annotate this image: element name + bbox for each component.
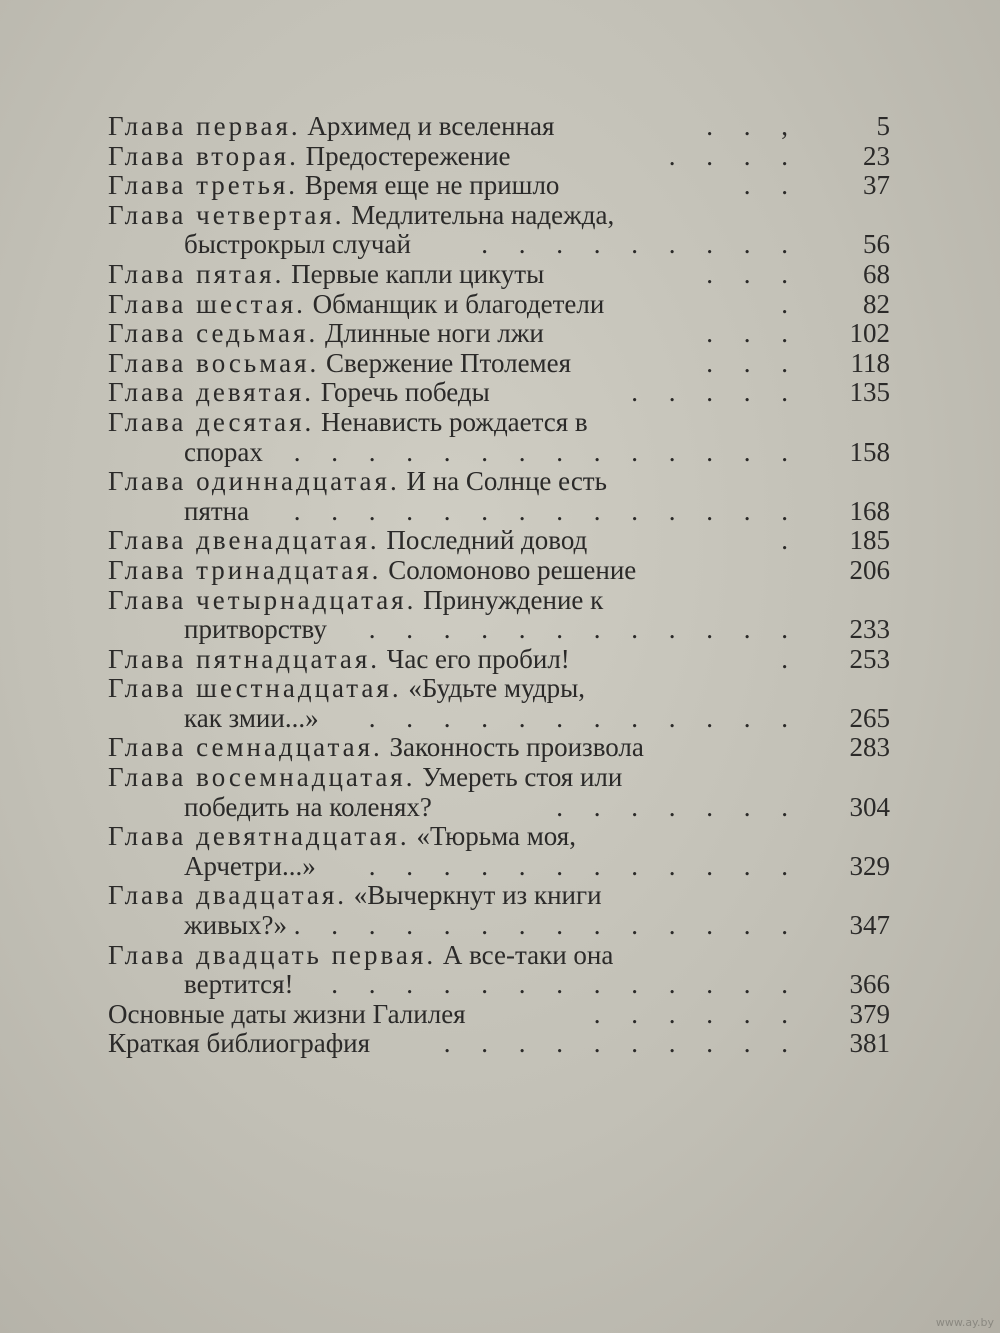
- chapter-title: Длинные ноги лжи: [318, 318, 544, 349]
- chapter-label: Глава шестая.: [108, 288, 306, 319]
- toc-entry-title: [184, 437, 263, 467]
- toc-entry-continuation: [108, 438, 890, 468]
- chapter-label: Глава одиннадцатая.: [108, 466, 400, 497]
- toc-entry-title: [184, 969, 294, 999]
- chapter-label: Глава девятнадцатая.: [108, 821, 410, 852]
- dot-leader: . . . . . . . . . . . .: [368, 614, 800, 645]
- toc-entry-continuation: [108, 230, 890, 260]
- chapter-title: притворству: [184, 614, 327, 645]
- page-number: 82: [863, 288, 890, 319]
- toc-entry-title: [108, 525, 587, 555]
- chapter-title: Основные даты жизни Галилея: [108, 998, 466, 1029]
- toc-entry-title: [108, 407, 588, 437]
- chapter-label: Глава седьмая.: [108, 318, 319, 349]
- chapter-title: Обманщик и благодетели: [305, 288, 605, 319]
- chapter-title: Горечь победы: [313, 377, 490, 408]
- toc-entry: [108, 142, 890, 172]
- chapter-title: Соломоново решение: [381, 554, 637, 585]
- toc-entry-title: [108, 821, 576, 851]
- toc-entry-line: [108, 526, 890, 556]
- toc-entry: [108, 171, 890, 201]
- chapter-title: Свержение Птолемея: [319, 347, 572, 378]
- toc-entry: [108, 674, 890, 733]
- chapter-label: Глава десятая.: [108, 406, 315, 437]
- chapter-label: Глава восемнадцатая.: [108, 762, 416, 793]
- dot-leader: . . . . . . . . . .: [443, 1028, 800, 1059]
- dot-leader: . . .: [706, 258, 800, 289]
- dot-leader: . . . .: [668, 140, 800, 171]
- page-number: 265: [849, 702, 890, 733]
- chapter-title: Последний довод: [379, 525, 588, 556]
- toc-entry-title: [108, 644, 570, 674]
- page-number: 158: [849, 436, 890, 467]
- toc-entry-title: [108, 141, 511, 171]
- dot-leader: . . . . .: [631, 377, 800, 408]
- toc-entry-title: [184, 614, 327, 644]
- page-number: 56: [863, 229, 890, 260]
- chapter-label: Глава шестнадцатая.: [108, 673, 402, 704]
- toc-entry-title: [108, 940, 613, 970]
- page-number: 379: [849, 998, 890, 1029]
- page-number: 206: [849, 554, 890, 585]
- toc-entry-continuation: [108, 911, 890, 941]
- chapter-label: Глава вторая.: [108, 140, 299, 171]
- chapter-title: победить на коленях?: [184, 791, 432, 822]
- dot-leader: . . . . . . .: [556, 791, 800, 822]
- chapter-title: Умереть стоя или: [415, 762, 623, 793]
- page-number: 135: [849, 377, 890, 408]
- chapter-label: Глава семнадцатая.: [108, 732, 383, 763]
- toc-entry: [108, 556, 890, 586]
- page-number: 381: [849, 1028, 890, 1059]
- page-number: 233: [849, 614, 890, 645]
- chapter-title: И на Солнце есть: [399, 466, 607, 497]
- chapter-label: Глава двадцать первая.: [108, 939, 437, 970]
- chapter-label: Глава девятая.: [108, 377, 314, 408]
- toc-entry-title: [108, 348, 571, 378]
- toc-entry-continuation: [108, 852, 890, 882]
- toc-entry: [108, 319, 890, 349]
- chapter-title: пятна: [184, 495, 250, 526]
- toc-entry: [108, 526, 890, 556]
- toc-entry-title: [108, 732, 644, 762]
- toc-entry-continuation: [108, 793, 890, 823]
- chapter-title: вертится!: [184, 969, 294, 1000]
- toc-entry-title: [184, 703, 319, 733]
- chapter-title: Ненависть рождается в: [314, 406, 588, 437]
- chapter-label: Глава четырнадцатая.: [108, 584, 417, 615]
- toc-entry: [108, 467, 890, 526]
- toc-entry: [108, 290, 890, 320]
- dot-leader: . . .: [706, 318, 800, 349]
- toc-entry: [108, 260, 890, 290]
- chapter-title: Законность произвола: [382, 732, 644, 763]
- toc-entry-line: [108, 408, 890, 438]
- toc-entry-line: [108, 1000, 890, 1030]
- toc-entry-line: [108, 467, 890, 497]
- dot-leader: . . . . . . . . . . . . . .: [293, 436, 800, 467]
- chapter-label: Глава восьмая.: [108, 347, 320, 378]
- chapter-title: «Вычеркнут из книги: [347, 880, 602, 911]
- chapter-label: Глава третья.: [108, 170, 299, 201]
- toc-entry: [108, 733, 890, 763]
- toc-entry-line: [108, 290, 890, 320]
- chapter-title: быстрокрыл случай: [184, 229, 411, 260]
- toc-entry-title: [184, 851, 316, 881]
- dot-leader: . . ,: [706, 111, 800, 141]
- chapter-label: Глава первая.: [108, 111, 301, 141]
- toc-entry-line: [108, 378, 890, 408]
- chapter-title: Принуждение к: [416, 584, 604, 615]
- dot-leader: . . . . . . . . . . . . . .: [293, 495, 800, 526]
- dot-leader: .: [781, 525, 800, 556]
- page-number: 283: [849, 732, 890, 763]
- toc-entry-line: [108, 349, 890, 379]
- toc-entry-title: [108, 289, 604, 319]
- toc-entry-title: [108, 200, 614, 230]
- toc-entry-title: [108, 377, 490, 407]
- page-number: 253: [849, 643, 890, 674]
- chapter-label: Глава четвертая.: [108, 199, 345, 230]
- dot-leader: . .: [743, 170, 800, 201]
- toc-entry: [108, 1000, 890, 1030]
- chapter-title: как змии...»: [184, 702, 319, 733]
- chapter-title: Архимед и вселенная: [300, 111, 555, 141]
- chapter-title: живых?»: [184, 910, 287, 941]
- toc-entry-title: [184, 792, 432, 822]
- toc-entry: [108, 645, 890, 675]
- toc-entry-title: [108, 259, 544, 289]
- toc-entry-line: [108, 319, 890, 349]
- toc-entry: [108, 822, 890, 881]
- chapter-title: Время еще не пришло: [298, 170, 560, 201]
- chapter-title: Арчетри...»: [184, 850, 316, 881]
- page-number: 168: [849, 495, 890, 526]
- toc-entry: [108, 586, 890, 645]
- toc-entry-line: [108, 733, 890, 763]
- toc-entry: [108, 378, 890, 408]
- toc-entry: [108, 201, 890, 260]
- toc-entry-title: [108, 762, 622, 792]
- toc-entry-title: [184, 910, 287, 940]
- toc-entry-line: [108, 674, 890, 704]
- chapter-label: Глава двадцатая.: [108, 880, 348, 911]
- toc-entry: [108, 763, 890, 822]
- page-number: 102: [849, 318, 890, 349]
- toc-entry-continuation: [108, 704, 890, 734]
- page-number: 37: [863, 170, 890, 201]
- page-number: 68: [863, 258, 890, 289]
- page-number: 304: [849, 791, 890, 822]
- chapter-title: А все-таки она: [436, 939, 614, 970]
- toc-entry-title: [184, 496, 249, 526]
- table-of-contents: [108, 112, 890, 1059]
- toc-entry: [108, 1029, 890, 1059]
- toc-entry: [108, 408, 890, 467]
- toc-entry-title: [108, 1028, 370, 1058]
- toc-entry-line: [108, 171, 890, 201]
- page-number: 185: [849, 525, 890, 556]
- toc-entry-continuation: [108, 497, 890, 527]
- toc-entry-line: [108, 822, 890, 852]
- toc-entry-line: [108, 260, 890, 290]
- toc-entry: [108, 112, 890, 142]
- toc-entry-title: [108, 555, 636, 585]
- toc-entry-line: [108, 763, 890, 793]
- toc-entry-line: [108, 1029, 890, 1059]
- dot-leader: . . . . . . . . . . . .: [368, 850, 800, 881]
- toc-entry-line: [108, 112, 890, 142]
- watermark: www.ay.by: [935, 1316, 994, 1329]
- dot-leader: .: [781, 288, 800, 319]
- toc-entry-line: [108, 941, 890, 971]
- page-number: 5: [876, 111, 890, 141]
- toc-entry-line: [108, 645, 890, 675]
- dot-leader: . . .: [706, 347, 800, 378]
- toc-entry-title: [184, 229, 411, 259]
- dot-leader: . . . . . . . . .: [481, 229, 800, 260]
- toc-entry-title: [108, 880, 602, 910]
- toc-entry: [108, 881, 890, 940]
- toc-entry-title: [108, 111, 554, 141]
- dot-leader: . . . . . .: [593, 998, 800, 1029]
- dot-leader: .: [781, 643, 800, 674]
- chapter-label: Глава пятнадцатая.: [108, 643, 381, 674]
- toc-entry-continuation: [108, 615, 890, 645]
- dot-leader: . . . . . . . . . . . .: [368, 702, 800, 733]
- dot-leader: . . . . . . . . . . . . .: [331, 969, 800, 1000]
- chapter-title: Медлительна надежда,: [344, 199, 615, 230]
- dot-leader: . . . . . . . . . . . . . .: [293, 910, 800, 941]
- chapter-title: «Будьте мудры,: [401, 673, 586, 704]
- page-number: 329: [849, 850, 890, 881]
- toc-entry: [108, 349, 890, 379]
- chapter-label: Глава двенадцатая.: [108, 525, 380, 556]
- chapter-title: Предостережение: [298, 140, 511, 171]
- chapter-title: «Тюрьма моя,: [409, 821, 576, 852]
- toc-entry-line: [108, 586, 890, 616]
- page-number: 347: [849, 910, 890, 941]
- toc-entry-title: [108, 466, 607, 496]
- toc-entry-title: [108, 999, 466, 1029]
- chapter-label: Глава пятая.: [108, 258, 285, 289]
- toc-entry-title: [108, 673, 585, 703]
- toc-entry-line: [108, 201, 890, 231]
- chapter-title: Краткая библиография: [108, 1028, 371, 1059]
- toc-entry-continuation: [108, 970, 890, 1000]
- chapter-label: Глава тринадцатая.: [108, 554, 382, 585]
- page-number: 366: [849, 969, 890, 1000]
- toc-entry-title: [108, 318, 544, 348]
- chapter-title: Час его пробил!: [380, 643, 570, 674]
- page-number: 118: [850, 347, 890, 378]
- toc-entry-line: [108, 142, 890, 172]
- chapter-title: спорах: [184, 436, 263, 467]
- page-number: 23: [863, 140, 890, 171]
- toc-entry: [108, 941, 890, 1000]
- toc-entry-line: [108, 556, 890, 586]
- toc-entry-title: [108, 585, 603, 615]
- toc-entry-title: [108, 170, 559, 200]
- toc-entry-line: [108, 881, 890, 911]
- chapter-title: Первые капли цикуты: [284, 258, 545, 289]
